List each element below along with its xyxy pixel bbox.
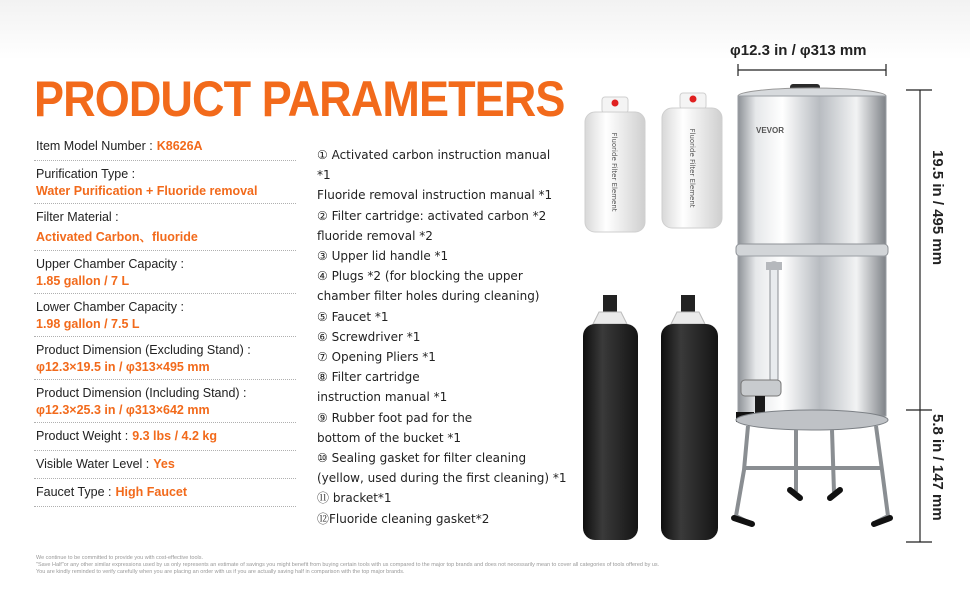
package-item: ⑨ Rubber foot pad for the [317, 410, 473, 425]
parameter-label: Product Dimension (Excluding Stand) : [36, 343, 251, 357]
parameter-value: High Faucet [115, 485, 188, 499]
package-item: ⑩ Sealing gasket for filter cleaning [317, 451, 527, 466]
package-item: ⑧ Filter cartridge [317, 370, 420, 385]
parameter-label: Upper Chamber Capacity : [36, 257, 184, 271]
footnote-line: "Save Half"or any other similar expressions used by us only represents an estimate of savings you might benefit from buying certain tools with us compared to the major top brands and does not necessarily mean to cover all categories of tools offered by us. [36, 562, 660, 568]
footnote-line: We continue to be committed to provide you with cost-effective tools. [36, 555, 204, 561]
parameter-label: Item Model Number : [36, 139, 153, 153]
package-item: ① Activated carbon instruction manual *1 [317, 148, 551, 183]
parameter-label: Visible Water Level : [36, 457, 150, 471]
package-item: fluoride removal *2 [317, 228, 433, 243]
fluoride-filter-left [585, 97, 645, 232]
package-item: ⑦ Opening Pliers *1 [317, 350, 436, 365]
upper-height-dimension: 19.5 in / 495 mm [929, 150, 946, 266]
package-item: ⑫Fluoride cleaning gasket*2 [317, 511, 490, 526]
package-item: bottom of the bucket *1 [317, 430, 461, 445]
parameter-label: Faucet Type : [36, 485, 112, 499]
parameter-value: Yes [153, 457, 175, 471]
fluoride-filter-right [662, 93, 722, 228]
parameter-value: φ12.3×25.3 in / φ313×642 mm [36, 403, 210, 417]
package-item: ② Filter cartridge: activated carbon *2 [317, 208, 547, 223]
carbon-filter-left [583, 295, 638, 540]
package-item: instruction manual *1 [317, 390, 448, 405]
diameter-dimension: φ12.3 in / φ313 mm [730, 42, 867, 59]
package-item: ⑤ Faucet *1 [317, 309, 389, 324]
footnote-line: You are kindly reminded to verify carefully when you are placing an order with us if you are actually saving half in comparison with the top major brands. [36, 569, 405, 575]
parameter-label: Product Dimension (Including Stand) : [36, 386, 247, 400]
parameter-value: φ12.3×19.5 in / φ313×495 mm [36, 360, 210, 374]
package-item: ⑪ bracket*1 [317, 491, 392, 506]
parameter-value: 9.3 lbs / 4.2 kg [132, 429, 217, 443]
brand-logo: VEVOR [756, 126, 785, 135]
carbon-filter-right [661, 295, 718, 540]
parameter-value: 1.85 gallon / 7 L [36, 274, 130, 288]
package-item: (yellow, used during the first cleaning) *1 [317, 471, 567, 486]
parameter-label: Filter Material : [36, 210, 119, 224]
page-title: PRODUCT PARAMETERS [34, 71, 565, 127]
package-item: chamber filter holes during cleaning) [317, 289, 540, 304]
stand-height-dimension: 5.8 in / 147 mm [929, 414, 946, 521]
footnote [36, 555, 856, 576]
parameter-label: Purification Type : [36, 167, 136, 181]
water-filter-system [734, 84, 890, 524]
parameter-value: 1.98 gallon / 7.5 L [36, 317, 140, 331]
parameter-value: Water Purification + Fluoride removal [36, 184, 258, 198]
parameter-value: K8626A [156, 139, 203, 153]
package-item: Fluoride removal instruction manual *1 [317, 188, 553, 203]
package-item: ⑥ Screwdriver *1 [317, 329, 421, 344]
package-item: ③ Upper lid handle *1 [317, 249, 449, 264]
parameter-value: Activated Carbon、fluoride [36, 230, 198, 244]
filter-label: Fluoride Filter Element [610, 132, 618, 212]
parameter-label: Product Weight : [36, 429, 129, 443]
package-item: ④ Plugs *2 (for blocking the upper [317, 269, 523, 284]
filter-label: Fluoride Filter Element [688, 128, 696, 208]
parameter-label: Lower Chamber Capacity : [36, 300, 184, 314]
